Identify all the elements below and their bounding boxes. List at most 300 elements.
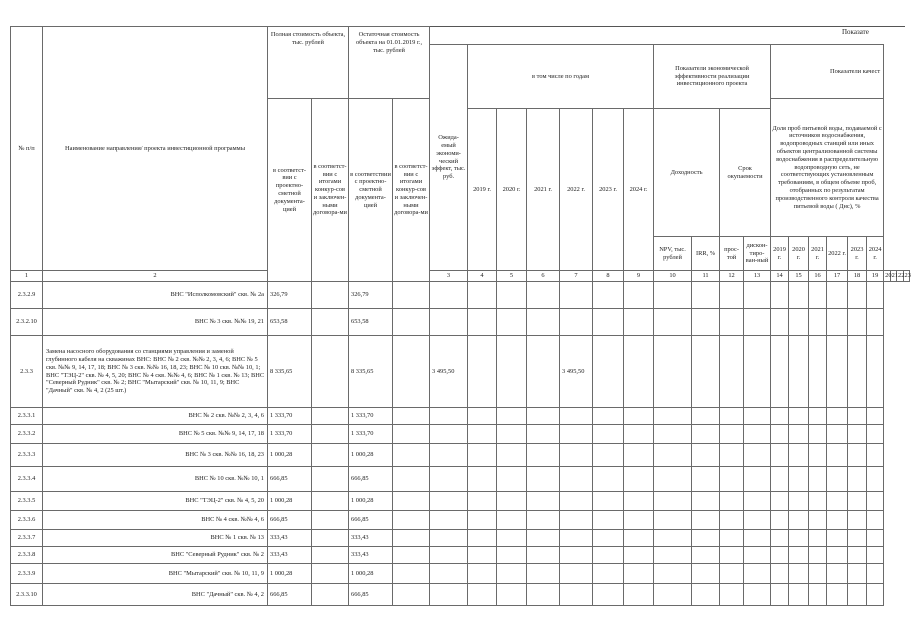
empty-cell xyxy=(848,492,867,511)
full-cost-psd-cell: 666,85 xyxy=(268,511,312,530)
investment-program-table xyxy=(10,26,910,606)
col-number: 7 xyxy=(560,271,593,282)
expected-effect-cell xyxy=(430,282,468,309)
empty-cell xyxy=(593,530,624,547)
header-expected-effect: Ожида-емый экономи-ческий эффект, тыс. руб. xyxy=(430,45,468,271)
table-row xyxy=(11,511,910,530)
year-2022-cell xyxy=(560,511,593,530)
empty-cell xyxy=(393,425,430,444)
empty-cell xyxy=(809,492,827,511)
header-by-years: в том числе по годам xyxy=(468,45,654,109)
empty-cell xyxy=(654,425,692,444)
empty-cell xyxy=(497,408,527,425)
row-number-cell: 2.3.3.2 xyxy=(11,425,43,444)
empty-cell xyxy=(527,584,560,606)
residual-cost-psd-cell: 333,43 xyxy=(349,530,393,547)
header-residual-cost: Остаточная стоимость объекта на 01.01.2019 г., тыс. рублей xyxy=(349,27,430,99)
empty-cell xyxy=(744,467,771,492)
empty-cell xyxy=(497,547,527,564)
year-2022-cell xyxy=(560,564,593,584)
empty-cell xyxy=(809,564,827,584)
header-simple: прос-той xyxy=(720,237,744,271)
empty-cell xyxy=(527,408,560,425)
empty-cell xyxy=(744,584,771,606)
empty-cell xyxy=(720,511,744,530)
empty-cell xyxy=(624,564,654,584)
row-number-cell: 2.3.3.6 xyxy=(11,511,43,530)
col-number: 15 xyxy=(789,271,809,282)
expected-effect-cell: 3 495,50 xyxy=(430,336,468,408)
empty-cell xyxy=(848,530,867,547)
empty-cell xyxy=(654,467,692,492)
row-number-cell: 2.3.3.4 xyxy=(11,467,43,492)
empty-cell xyxy=(771,336,789,408)
empty-cell xyxy=(848,444,867,467)
empty-cell xyxy=(527,444,560,467)
empty-cell xyxy=(468,336,497,408)
col-number: 20 xyxy=(884,271,890,282)
col-number: 21 xyxy=(890,271,896,282)
empty-cell xyxy=(744,336,771,408)
col-number: 9 xyxy=(624,271,654,282)
empty-cell xyxy=(827,584,848,606)
empty-cell xyxy=(744,282,771,309)
header-payback: Срок окупаемости xyxy=(720,109,771,237)
empty-cell xyxy=(593,309,624,336)
empty-cell xyxy=(312,547,349,564)
table-top-heading: Показате xyxy=(842,28,869,36)
table-row xyxy=(11,530,910,547)
empty-cell xyxy=(848,511,867,530)
empty-cell xyxy=(867,425,884,444)
header-psd: в соответст-вии с проектно-сметной документа-цией xyxy=(268,99,312,282)
empty-cell xyxy=(720,492,744,511)
residual-cost-psd-cell: 666,85 xyxy=(349,467,393,492)
empty-cell xyxy=(468,444,497,467)
empty-cell xyxy=(809,467,827,492)
expected-effect-cell xyxy=(430,530,468,547)
col-number: 23 xyxy=(903,271,910,282)
empty-cell xyxy=(312,564,349,584)
empty-cell xyxy=(827,530,848,547)
empty-cell xyxy=(692,530,720,547)
residual-cost-psd-cell: 1 000,28 xyxy=(349,492,393,511)
quality-year-2024: 2024 г. xyxy=(867,237,884,271)
row-number-cell: 2.3.3.8 xyxy=(11,547,43,564)
empty-cell xyxy=(692,408,720,425)
expected-effect-cell xyxy=(430,584,468,606)
row-name-cell: ВНС "Дачный" скв. № 4, 2 xyxy=(43,584,268,606)
empty-cell xyxy=(468,564,497,584)
empty-cell xyxy=(624,511,654,530)
empty-cell xyxy=(744,444,771,467)
header-res-psd: в соответствии с проектно-сметной документа-цией xyxy=(349,99,393,282)
full-cost-psd-cell: 666,85 xyxy=(268,467,312,492)
empty-cell xyxy=(312,530,349,547)
col-number: 22 xyxy=(897,271,903,282)
year-2022-cell xyxy=(560,584,593,606)
row-name-cell: ВНС № 10 скв. №№ 10, 1 xyxy=(43,467,268,492)
table-body xyxy=(11,282,910,606)
empty-cell xyxy=(497,530,527,547)
empty-cell xyxy=(624,282,654,309)
empty-cell xyxy=(692,511,720,530)
header-top-spacer xyxy=(430,27,884,45)
empty-cell xyxy=(393,408,430,425)
empty-cell xyxy=(527,309,560,336)
residual-cost-psd-cell: 666,85 xyxy=(349,584,393,606)
empty-cell xyxy=(692,547,720,564)
empty-cell xyxy=(497,511,527,530)
empty-cell xyxy=(848,564,867,584)
empty-cell xyxy=(827,467,848,492)
empty-cell xyxy=(393,530,430,547)
empty-cell xyxy=(789,408,809,425)
empty-cell xyxy=(867,336,884,408)
empty-cell xyxy=(867,584,884,606)
empty-cell xyxy=(312,282,349,309)
empty-cell xyxy=(624,425,654,444)
empty-cell xyxy=(789,309,809,336)
header-share-samples: Доля проб питьевой воды, подаваемой с источников водоснабжения, водопроводных станций или иных объектов централизованной системы водоснабжения в распределительную водопроводную сеть, не соответствующих установленным требованиям, в общем объеме проб, отобранных по результатам производственного контроля качества питьевой воды ( Днс), % xyxy=(771,99,884,237)
empty-cell xyxy=(789,425,809,444)
empty-cell xyxy=(867,309,884,336)
empty-cell xyxy=(393,492,430,511)
empty-cell xyxy=(497,425,527,444)
expected-effect-cell xyxy=(430,547,468,564)
empty-cell xyxy=(771,309,789,336)
empty-cell xyxy=(692,425,720,444)
empty-cell xyxy=(624,467,654,492)
empty-cell xyxy=(848,584,867,606)
residual-cost-psd-cell: 1 333,70 xyxy=(349,425,393,444)
col-number: 5 xyxy=(497,271,527,282)
empty-cell xyxy=(624,492,654,511)
residual-cost-psd-cell: 1 000,28 xyxy=(349,564,393,584)
col-number: 4 xyxy=(468,271,497,282)
empty-cell xyxy=(867,547,884,564)
expected-effect-cell xyxy=(430,309,468,336)
empty-cell xyxy=(593,467,624,492)
expected-effect-cell xyxy=(430,425,468,444)
row-name-cell: ВНС № 1 скв. № 13 xyxy=(43,530,268,547)
empty-cell xyxy=(654,492,692,511)
empty-cell xyxy=(848,309,867,336)
header-name: Наименование направления/ проекта инвестиционной программы xyxy=(43,27,268,271)
row-name-cell: ВНС № 2 скв. №№ 2, 3, 4, 6 xyxy=(43,408,268,425)
expected-effect-cell xyxy=(430,492,468,511)
empty-cell xyxy=(744,408,771,425)
empty-cell xyxy=(809,282,827,309)
empty-cell xyxy=(497,309,527,336)
row-number-cell: 2.3.3.5 xyxy=(11,492,43,511)
empty-cell xyxy=(848,408,867,425)
empty-cell xyxy=(848,282,867,309)
empty-cell xyxy=(809,425,827,444)
empty-cell xyxy=(624,336,654,408)
empty-cell xyxy=(744,530,771,547)
empty-cell xyxy=(468,282,497,309)
residual-cost-psd-cell: 1 000,28 xyxy=(349,444,393,467)
year-2022-cell xyxy=(560,425,593,444)
full-cost-psd-cell: 8 335,65 xyxy=(268,336,312,408)
residual-cost-psd-cell: 326,79 xyxy=(349,282,393,309)
empty-cell xyxy=(527,282,560,309)
empty-cell xyxy=(720,444,744,467)
table-row xyxy=(11,564,910,584)
empty-cell xyxy=(393,282,430,309)
empty-cell xyxy=(789,492,809,511)
empty-cell xyxy=(593,584,624,606)
empty-cell xyxy=(312,425,349,444)
empty-cell xyxy=(720,425,744,444)
empty-cell xyxy=(497,584,527,606)
empty-cell xyxy=(393,511,430,530)
table-row xyxy=(11,282,910,309)
empty-cell xyxy=(771,444,789,467)
year-2022-cell xyxy=(560,467,593,492)
empty-cell xyxy=(497,564,527,584)
col-number: 6 xyxy=(527,271,560,282)
year-2022-cell xyxy=(560,547,593,564)
row-number-cell: 2.3.2.10 xyxy=(11,309,43,336)
empty-cell xyxy=(527,511,560,530)
empty-cell xyxy=(468,492,497,511)
year-2022-cell xyxy=(560,282,593,309)
empty-cell xyxy=(312,584,349,606)
quality-year-2023: 2023 г. xyxy=(848,237,867,271)
empty-cell xyxy=(809,547,827,564)
col-number: 19 xyxy=(867,271,884,282)
empty-cell xyxy=(593,511,624,530)
empty-cell xyxy=(720,282,744,309)
col-number: 2 xyxy=(43,271,268,282)
empty-cell xyxy=(720,584,744,606)
full-cost-psd-cell: 666,85 xyxy=(268,584,312,606)
residual-cost-psd-cell: 653,58 xyxy=(349,309,393,336)
year-2022-cell: 3 495,50 xyxy=(560,336,593,408)
empty-cell xyxy=(497,282,527,309)
row-number-cell: 2.3.2.9 xyxy=(11,282,43,309)
empty-cell xyxy=(809,444,827,467)
row-name-cell: ВНС "ТЭЦ-2" скв. № 4, 5, 20 xyxy=(43,492,268,511)
empty-cell xyxy=(393,564,430,584)
expected-effect-cell xyxy=(430,564,468,584)
quality-year-2019: 2019 г. xyxy=(771,237,789,271)
empty-cell xyxy=(393,547,430,564)
empty-cell xyxy=(789,282,809,309)
empty-cell xyxy=(771,584,789,606)
residual-cost-psd-cell: 666,85 xyxy=(349,511,393,530)
empty-cell xyxy=(527,425,560,444)
empty-cell xyxy=(468,530,497,547)
header-res-contracts: в соответст-вии с итогами конкур-сов и заключен-ными договора-ми xyxy=(393,99,430,282)
year-2022-cell xyxy=(560,530,593,547)
row-number-cell: 2.3.3.9 xyxy=(11,564,43,584)
empty-cell xyxy=(771,467,789,492)
empty-cell xyxy=(771,547,789,564)
year-2022-cell xyxy=(560,309,593,336)
empty-cell xyxy=(827,309,848,336)
empty-cell xyxy=(692,467,720,492)
col-number: 16 xyxy=(809,271,827,282)
empty-cell xyxy=(809,408,827,425)
empty-cell xyxy=(789,336,809,408)
empty-cell xyxy=(867,467,884,492)
empty-cell xyxy=(744,547,771,564)
empty-cell xyxy=(654,408,692,425)
empty-cell xyxy=(827,564,848,584)
empty-cell xyxy=(789,511,809,530)
col-number: 18 xyxy=(848,271,867,282)
col-number: 13 xyxy=(744,271,771,282)
empty-cell xyxy=(312,467,349,492)
empty-cell xyxy=(312,444,349,467)
empty-cell xyxy=(497,467,527,492)
empty-cell xyxy=(827,408,848,425)
empty-cell xyxy=(771,425,789,444)
empty-cell xyxy=(827,425,848,444)
residual-cost-psd-cell: 1 333,70 xyxy=(349,408,393,425)
empty-cell xyxy=(692,336,720,408)
empty-cell xyxy=(809,511,827,530)
empty-cell xyxy=(393,444,430,467)
year-2022-cell xyxy=(560,492,593,511)
empty-cell xyxy=(654,584,692,606)
full-cost-psd-cell: 1 000,28 xyxy=(268,492,312,511)
header-profitability: Доходность xyxy=(654,109,720,237)
row-number-cell: 2.3.3 xyxy=(11,336,43,408)
year-2024: 2024 г. xyxy=(624,109,654,271)
header-quality-indicators: Показатели качест xyxy=(771,45,884,99)
full-cost-psd-cell: 333,43 xyxy=(268,547,312,564)
empty-cell xyxy=(654,282,692,309)
empty-cell xyxy=(468,511,497,530)
col-number: 8 xyxy=(593,271,624,282)
row-name-cell: ВНС № 3 скв. №№ 16, 18, 23 xyxy=(43,444,268,467)
row-name-cell: ВНС № 4 скв. №№ 4, 6 xyxy=(43,511,268,530)
empty-cell xyxy=(744,309,771,336)
empty-cell xyxy=(624,530,654,547)
empty-cell xyxy=(624,547,654,564)
empty-cell xyxy=(848,467,867,492)
empty-cell xyxy=(692,564,720,584)
empty-cell xyxy=(654,530,692,547)
column-number-row xyxy=(11,271,910,282)
col-number: 11 xyxy=(692,271,720,282)
year-2021: 2021 г. xyxy=(527,109,560,271)
row-number-cell: 2.3.3.3 xyxy=(11,444,43,467)
empty-cell xyxy=(771,564,789,584)
year-2023: 2023 г. xyxy=(593,109,624,271)
empty-cell xyxy=(527,530,560,547)
year-2019: 2019 г. xyxy=(468,109,497,271)
empty-cell xyxy=(312,408,349,425)
year-2022-cell xyxy=(560,408,593,425)
header-num: № п/п xyxy=(11,27,43,271)
empty-cell xyxy=(867,282,884,309)
empty-cell xyxy=(720,309,744,336)
empty-cell xyxy=(789,584,809,606)
empty-cell xyxy=(593,336,624,408)
empty-cell xyxy=(468,408,497,425)
empty-cell xyxy=(654,511,692,530)
full-cost-psd-cell: 1 000,28 xyxy=(268,444,312,467)
residual-cost-psd-cell: 333,43 xyxy=(349,547,393,564)
full-cost-psd-cell: 1 333,70 xyxy=(268,408,312,425)
col-number: 1 xyxy=(11,271,43,282)
table-row xyxy=(11,408,910,425)
empty-cell xyxy=(468,467,497,492)
row-number-cell: 2.3.3.7 xyxy=(11,530,43,547)
empty-cell xyxy=(771,492,789,511)
empty-cell xyxy=(771,408,789,425)
residual-cost-psd-cell: 8 335,65 xyxy=(349,336,393,408)
empty-cell xyxy=(771,530,789,547)
empty-cell xyxy=(692,309,720,336)
empty-cell xyxy=(692,444,720,467)
empty-cell xyxy=(497,444,527,467)
empty-cell xyxy=(624,408,654,425)
empty-cell xyxy=(720,408,744,425)
col-number: 12 xyxy=(720,271,744,282)
quality-year-2020: 2020 г. xyxy=(789,237,809,271)
empty-cell xyxy=(624,444,654,467)
empty-cell xyxy=(867,511,884,530)
table-row xyxy=(11,547,910,564)
empty-cell xyxy=(789,530,809,547)
empty-cell xyxy=(393,467,430,492)
table-row xyxy=(11,336,910,408)
empty-cell xyxy=(468,309,497,336)
empty-cell xyxy=(771,282,789,309)
empty-cell xyxy=(654,336,692,408)
row-number-cell: 2.3.3.1 xyxy=(11,408,43,425)
empty-cell xyxy=(692,584,720,606)
empty-cell xyxy=(789,547,809,564)
table-row xyxy=(11,467,910,492)
table-row xyxy=(11,444,910,467)
empty-cell xyxy=(468,425,497,444)
empty-cell xyxy=(593,282,624,309)
empty-cell xyxy=(867,492,884,511)
empty-cell xyxy=(393,584,430,606)
header-row-1 xyxy=(11,27,910,45)
empty-cell xyxy=(468,547,497,564)
empty-cell xyxy=(593,564,624,584)
empty-cell xyxy=(827,492,848,511)
expected-effect-cell xyxy=(430,444,468,467)
empty-cell xyxy=(593,492,624,511)
empty-cell xyxy=(312,511,349,530)
quality-year-2022: 2022 г. xyxy=(827,237,848,271)
table-row xyxy=(11,584,910,606)
table-row xyxy=(11,492,910,511)
empty-cell xyxy=(848,336,867,408)
full-cost-psd-cell: 326,79 xyxy=(268,282,312,309)
empty-cell xyxy=(527,467,560,492)
empty-cell xyxy=(789,444,809,467)
empty-cell xyxy=(624,309,654,336)
empty-cell xyxy=(744,564,771,584)
empty-cell xyxy=(654,309,692,336)
header-discounted: дискон-тиро-ван-ный xyxy=(744,237,771,271)
empty-cell xyxy=(527,336,560,408)
empty-cell xyxy=(654,547,692,564)
empty-cell xyxy=(593,444,624,467)
empty-cell xyxy=(867,530,884,547)
empty-cell xyxy=(393,336,430,408)
